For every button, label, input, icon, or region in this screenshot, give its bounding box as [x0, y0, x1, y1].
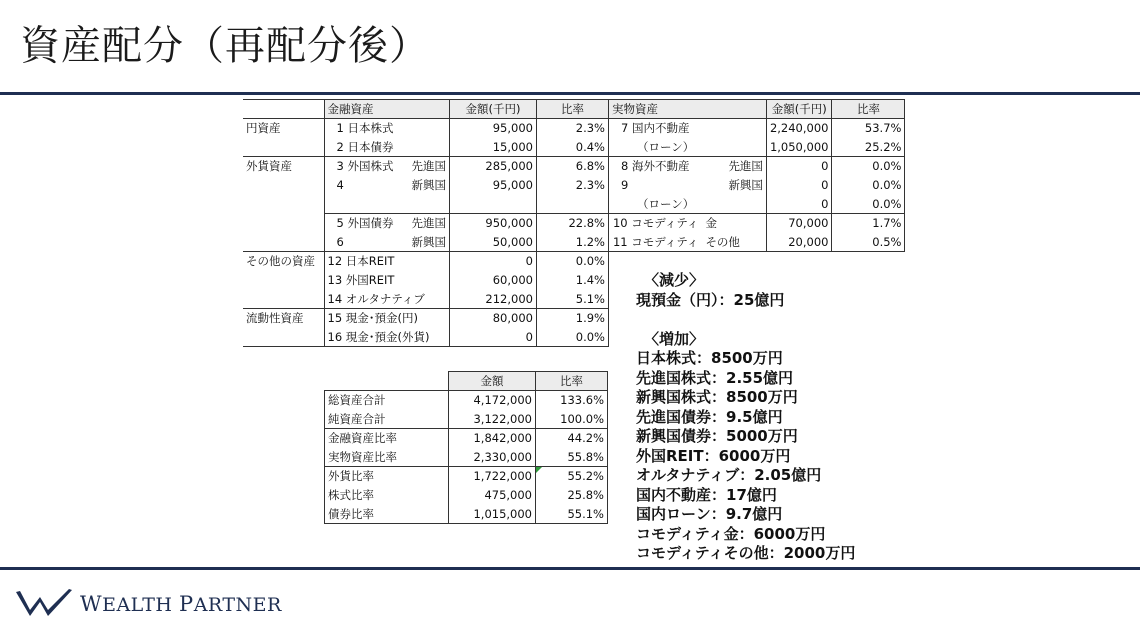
table-row [243, 176, 905, 195]
summary-table [324, 371, 608, 524]
summary-amount: 475,000 [449, 486, 536, 505]
fin-amount: 950,000 [449, 214, 536, 233]
fin-ratio: 1.9% [536, 309, 608, 328]
real-label: （ローン） [608, 138, 701, 157]
empty-cell [608, 252, 904, 271]
real-amount: 20,000 [766, 233, 832, 252]
real-ratio: 0.0% [832, 157, 905, 176]
summary-amount: 1,722,000 [449, 467, 536, 486]
summary-amount: 2,330,000 [449, 448, 536, 467]
real-amount: 70,000 [766, 214, 832, 233]
company-logo [14, 588, 282, 620]
table-row [325, 448, 608, 467]
real-ratio: 1.7% [832, 214, 905, 233]
real-label: （ローン） [608, 195, 701, 214]
fin-blank [396, 195, 449, 214]
summary-ratio: 55.2% [536, 467, 608, 486]
summary-ratio: 44.2% [536, 429, 608, 448]
real-ratio: 0.0% [832, 176, 905, 195]
real-amount: 0 [766, 195, 832, 214]
fin-sub [396, 138, 449, 157]
decrease-item: 現預金（円）：25億円 [636, 290, 785, 309]
fin-ratio: 2.3% [536, 119, 608, 138]
real-ratio: 0.0% [832, 195, 905, 214]
group-blank [243, 328, 324, 347]
real-label: 11 コモディティ [608, 233, 701, 252]
real-label: 8 海外不動産 [608, 157, 701, 176]
fin-ratio: 1.2% [536, 233, 608, 252]
header-real-ratio: 比率 [832, 100, 905, 119]
fin-amount: 15,000 [449, 138, 536, 157]
fin-label: 14 オルタナティブ [324, 290, 449, 309]
increase-item: 先進国株式：2.55億円 [636, 368, 794, 387]
fin-blank [324, 195, 396, 214]
fin-label: 15 現金･預金(円) [324, 309, 449, 328]
fin-sub: 新興国 [411, 178, 446, 192]
table-row [325, 410, 608, 429]
table-row [243, 119, 905, 138]
real-sub: その他 [701, 233, 766, 252]
table-row [325, 505, 608, 524]
fin-ratio: 0.0% [536, 252, 608, 271]
summary-ratio: 55.1% [536, 505, 608, 524]
fin-amount: 0 [449, 328, 536, 347]
top-divider [0, 92, 1140, 95]
fin-blank [449, 195, 536, 214]
decrease-header: 〈減少〉 [644, 271, 705, 289]
fin-sub: 先進国 [411, 159, 446, 174]
real-sub: 先進国 [728, 159, 763, 174]
header-financial: 金融資産 [324, 100, 449, 119]
table-row [243, 157, 905, 176]
summary-amount: 3,122,000 [449, 410, 536, 429]
fin-label: 16 現金･預金(外貨) [324, 328, 449, 347]
group-blank [243, 290, 324, 309]
real-sub [701, 138, 766, 157]
summary-header-ratio: 比率 [536, 372, 608, 391]
header-ratio: 比率 [536, 100, 608, 119]
fin-ratio: 1.4% [536, 271, 608, 290]
fin-label: 6 [324, 233, 396, 252]
table-row [243, 214, 905, 233]
real-amount: 2,240,000 [766, 119, 832, 138]
table-row [325, 429, 608, 448]
increase-item: オルタナティブ：2.05億円 [636, 466, 822, 484]
group-blank [243, 233, 324, 252]
group-blank [243, 195, 324, 214]
fin-ratio: 6.8% [536, 157, 608, 176]
summary-amount: 1,015,000 [449, 505, 536, 524]
group-foreign: 外貨資産 [246, 159, 292, 174]
reallocation-notes [636, 271, 855, 564]
table-row [243, 233, 905, 252]
summary-label: 純資産合計 [325, 410, 449, 429]
table-header-row [243, 100, 905, 119]
fin-label: 3 外国株式 [324, 157, 396, 176]
real-ratio: 25.2% [832, 138, 905, 157]
summary-label: 債券比率 [325, 505, 449, 524]
group-yen: 円資産 [246, 121, 281, 136]
summary-header-row [325, 372, 608, 391]
fin-label: 5 外国債券 [324, 214, 396, 233]
fin-sub: 先進国 [411, 216, 446, 231]
fin-amount: 285,000 [449, 157, 536, 176]
real-label: 7 国内不動産 [608, 119, 701, 138]
header-amount: 金額(千円) [449, 100, 536, 119]
real-sub [701, 195, 766, 214]
fin-amount: 212,000 [449, 290, 536, 309]
increase-item: コモディティその他：2000万円 [636, 544, 856, 562]
summary-amount: 1,842,000 [449, 429, 536, 448]
header-blank [243, 100, 324, 119]
fin-label: 1 日本株式 [324, 119, 396, 138]
group-blank [243, 138, 324, 157]
increase-item: 日本株式：8500万円 [636, 349, 783, 367]
table-row [243, 138, 905, 157]
header-real-amount: 金額(千円) [766, 100, 832, 119]
fin-sub: 新興国 [396, 233, 449, 252]
summary-header-blank [325, 372, 449, 391]
fin-amount: 0 [449, 252, 536, 271]
company-name: WEALTH PARTNER [80, 592, 282, 616]
summary-label: 株式比率 [325, 486, 449, 505]
real-amount: 0 [766, 157, 832, 176]
fin-amount: 60,000 [449, 271, 536, 290]
group-blank [243, 271, 324, 290]
fin-label: 12 日本REIT [324, 252, 449, 271]
summary-label: 金融資産比率 [325, 429, 449, 448]
summary-ratio: 55.8% [536, 448, 608, 467]
table-row [325, 467, 608, 486]
fin-label: 2 日本債券 [324, 138, 396, 157]
increase-item: 新興国債券：5000万円 [636, 427, 798, 445]
wealth-partner-logo-icon [14, 588, 74, 620]
summary-ratio: 25.8% [536, 486, 608, 505]
real-amount: 1,050,000 [766, 138, 832, 157]
fin-ratio: 0.0% [536, 328, 608, 347]
fin-blank [536, 195, 608, 214]
fin-ratio: 0.4% [536, 138, 608, 157]
fin-ratio: 2.3% [536, 176, 608, 195]
notes-spacer [636, 310, 855, 330]
group-liquid: 流動性資産 [246, 311, 304, 326]
increase-item: 国内ローン：9.7億円 [636, 505, 783, 523]
fin-label: 13 外国REIT [324, 271, 449, 290]
increase-item: 新興国株式：8500万円 [636, 388, 798, 406]
real-ratio: 53.7% [832, 119, 905, 138]
table-row [325, 486, 608, 505]
fin-amount: 80,000 [449, 309, 536, 328]
page-title: 資産配分（再配分後） [20, 23, 430, 69]
increase-item: 外国REIT：6000万円 [636, 446, 791, 465]
increase-item: 国内不動産：17億円 [636, 485, 777, 504]
bottom-divider [0, 567, 1140, 570]
fin-amount: 50,000 [449, 233, 536, 252]
real-ratio: 0.5% [832, 233, 905, 252]
header-real: 実物資産 [608, 100, 766, 119]
fin-ratio: 22.8% [536, 214, 608, 233]
fin-label: 4 [324, 176, 396, 195]
increase-item: コモディティ金：6000万円 [636, 524, 826, 543]
real-amount: 0 [766, 176, 832, 195]
fin-sub [396, 119, 449, 138]
fin-ratio: 5.1% [536, 290, 608, 309]
group-blank [243, 176, 324, 195]
real-sub: 新興国 [728, 178, 763, 192]
increase-header: 〈増加〉 [644, 329, 705, 348]
real-label: 9 [608, 176, 701, 195]
group-other: その他の資産 [246, 254, 315, 269]
table-row [243, 252, 905, 271]
real-sub: 金 [705, 216, 717, 231]
real-label: 10 コモディティ [608, 214, 701, 233]
increase-item: 先進国債券：9.5億円 [636, 407, 783, 426]
real-sub [701, 119, 766, 138]
table-row [325, 391, 608, 410]
summary-label: 総資産合計 [325, 391, 449, 410]
fin-amount: 95,000 [449, 119, 536, 138]
summary-header-amount: 金額 [449, 372, 536, 391]
summary-amount: 4,172,000 [449, 391, 536, 410]
fin-amount: 95,000 [449, 176, 536, 195]
summary-label: 外貨比率 [325, 467, 449, 486]
summary-ratio: 133.6% [536, 391, 608, 410]
table-row [243, 195, 905, 214]
summary-ratio: 100.0% [536, 410, 608, 429]
summary-label: 実物資産比率 [325, 448, 449, 467]
group-blank [243, 214, 324, 233]
